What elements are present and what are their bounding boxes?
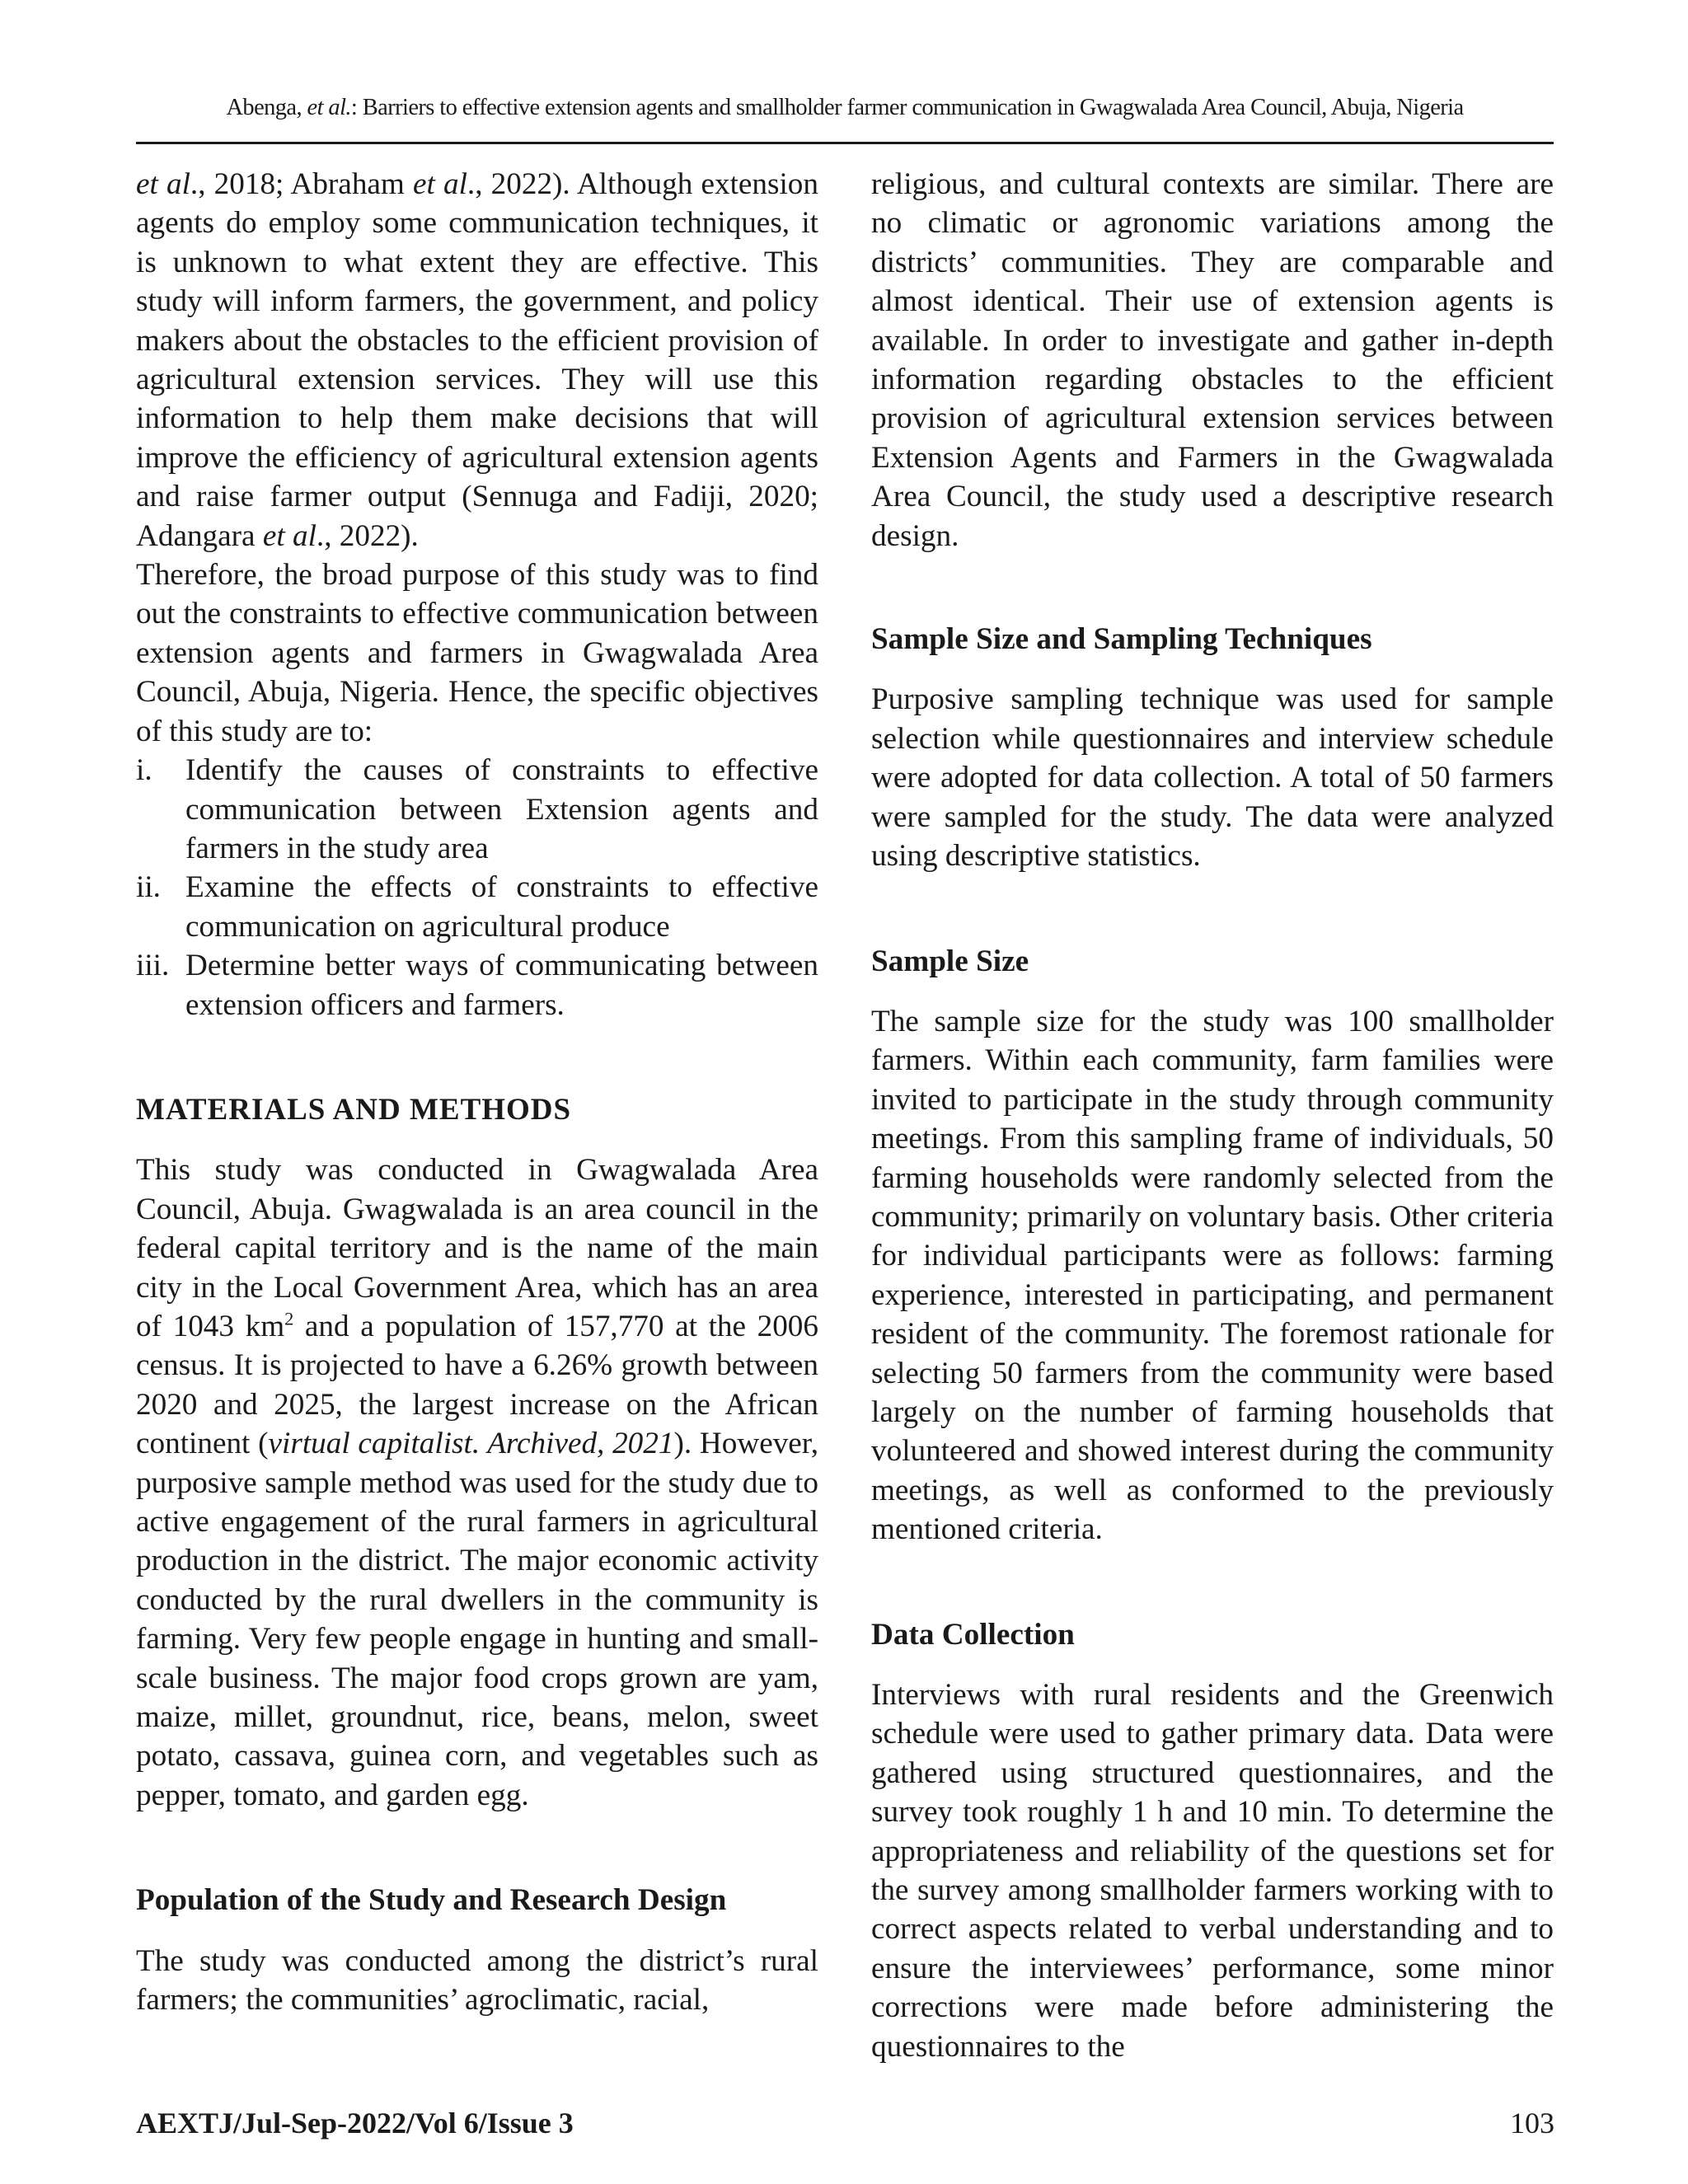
italic-citation: virtual capitalist. Archived, 2021 bbox=[268, 1427, 674, 1461]
objective-number: iii. bbox=[136, 949, 170, 983]
sampling-paragraph: Purposive sampling technique was used for sample selection while questionnaires and interview schedule were adopted for data collection. A total of 50 farmers were sampled for the study. The data were analyzed using descriptive statistics. bbox=[871, 682, 1554, 874]
text-run: ., 2022). Although extension agents do employ some communication techniques, it is unknown to what extent they are effective. This study will inform farmers, the government, and policy makers about the obstacles to the efficient provision of agricultural extension services. They will use this information to help them make decisions that will improve the efficiency of agricultural extension agents and raise farmer output (Sennuga and Fadiji, 2020; Adangara bbox=[136, 167, 818, 553]
objective-item bbox=[136, 946, 818, 1024]
sample-size-heading: Sample Size bbox=[871, 944, 1029, 978]
journal-footer: AEXTJ/Jul-Sep-2022/Vol 6/Issue 3 bbox=[136, 2107, 574, 2139]
intro-paragraph-2: Therefore, the broad purpose of this study was to find out the constraints to effective communication between extension agents and farmers in Gwagwalada Area Council, Abuja, Nigeria. Hence, the specific objectives of this study are to: bbox=[136, 558, 818, 748]
methods-heading: MATERIALS AND METHODS bbox=[136, 1092, 572, 1127]
text-run: ., 2018; Abraham bbox=[190, 167, 413, 201]
superscript: 2 bbox=[284, 1308, 294, 1329]
intro-paragraph-1 bbox=[136, 165, 818, 555]
right-column bbox=[871, 165, 1554, 2066]
text-run: ). However, purposive sample method was used for the study due to active engagement of the rural farmers in agricultural production in the district. The major economic activity conducted by the rural dwellers in the community is farming. Very few people engage in hunting and small-scale business. The major food crops grown are yam, maize, millet, groundnut, rice, beans, melon, sweet potato, cassava, guinea corn, and vegetables such as pepper, tomato, and garden egg. bbox=[136, 1427, 818, 1812]
italic-et-al: et al bbox=[262, 518, 316, 553]
continued-paragraph: religious, and cultural contexts are similar. There are no climatic or agronomic variations among the districts’ communities. They are comparable and almost identical. Their use of extension agents is available. In order to investigate and gather in-depth information regarding obstacles to the efficient provision of agricultural extension services between Extension Agents and Farmers in the Gwagwalada Area Council, the study used a descriptive research design. bbox=[871, 167, 1554, 553]
text-run: ., 2022). bbox=[316, 518, 419, 553]
objective-item bbox=[136, 868, 818, 946]
population-heading: Population of the Study and Research Design bbox=[136, 1883, 727, 1918]
objective-item bbox=[136, 751, 818, 868]
header-et-al: et al. bbox=[307, 95, 351, 120]
objective-text: Identify the causes of constraints to effective communication between Extension agents and farmers in the study area bbox=[185, 753, 818, 865]
text-run: This study was conducted in Gwagwalada Area Council, Abuja. Gwagwalada is an area council in the federal capital territory and is the name of the main city in the Local Government Area, which has an area of 1043 km bbox=[136, 1153, 818, 1343]
italic-et-al: et al bbox=[136, 167, 190, 201]
objective-number: ii. bbox=[136, 870, 161, 905]
left-column bbox=[136, 165, 818, 2019]
page-number: 103 bbox=[1510, 2107, 1554, 2139]
objective-text: Determine better ways of communicating between extension officers and farmers. bbox=[185, 949, 818, 1022]
methods-paragraph bbox=[136, 1151, 818, 1815]
header-authors: Abenga, bbox=[226, 95, 307, 120]
sample-size-paragraph: The sample size for the study was 100 smallholder farmers. Within each community, farm families were invited to participate in the study through community meetings. From this sampling frame of individuals, 50 farming households were randomly selected from the community; primarily on voluntary basis. Other criteria for individual participants were as follows: farming experience, interested in participating, and permanent resident of the community. The foremost rationale for selecting 50 farmers from the community were based largely on the number of farming households that volunteered and showed interest during the community meetings, as well as conformed to the previously mentioned criteria. bbox=[871, 1004, 1554, 1547]
italic-et-al: et al bbox=[413, 167, 467, 201]
data-collection-paragraph: Interviews with rural residents and the Greenwich schedule were used to gather primary data. Data were gathered using structured questionnaires, and the survey took roughly 1 h and 10 min. To determine the appropriateness and reliability of the questions set for the survey among smallholder farmers working with to correct aspects related to verbal understanding and to ensure the interviewees’ performance, some minor corrections were made before administering the questionnaires to the bbox=[871, 1678, 1554, 2064]
objective-text: Examine the effects of constraints to effective communication on agricultural produce bbox=[185, 870, 818, 944]
objectives-list bbox=[136, 751, 818, 1024]
header-title: : Barriers to effective extension agents and smallholder farmer communication in Gwagwalada Area Council, Abuja, Nigeria bbox=[350, 95, 1464, 120]
objective-number: i. bbox=[136, 753, 152, 788]
header-rule bbox=[136, 142, 1554, 144]
text-run: and a population of 157,770 at the 2006 census. It is projected to have a 6.26% growth between 2020 and 2025, the largest increase on the African continent ( bbox=[136, 1309, 818, 1461]
population-paragraph: The study was conducted among the district’s rural farmers; the communities’ agroclimatic, racial, bbox=[136, 1943, 818, 2018]
data-collection-heading: Data Collection bbox=[871, 1617, 1075, 1652]
running-header bbox=[136, 95, 1554, 121]
sampling-heading: Sample Size and Sampling Techniques bbox=[871, 622, 1372, 657]
